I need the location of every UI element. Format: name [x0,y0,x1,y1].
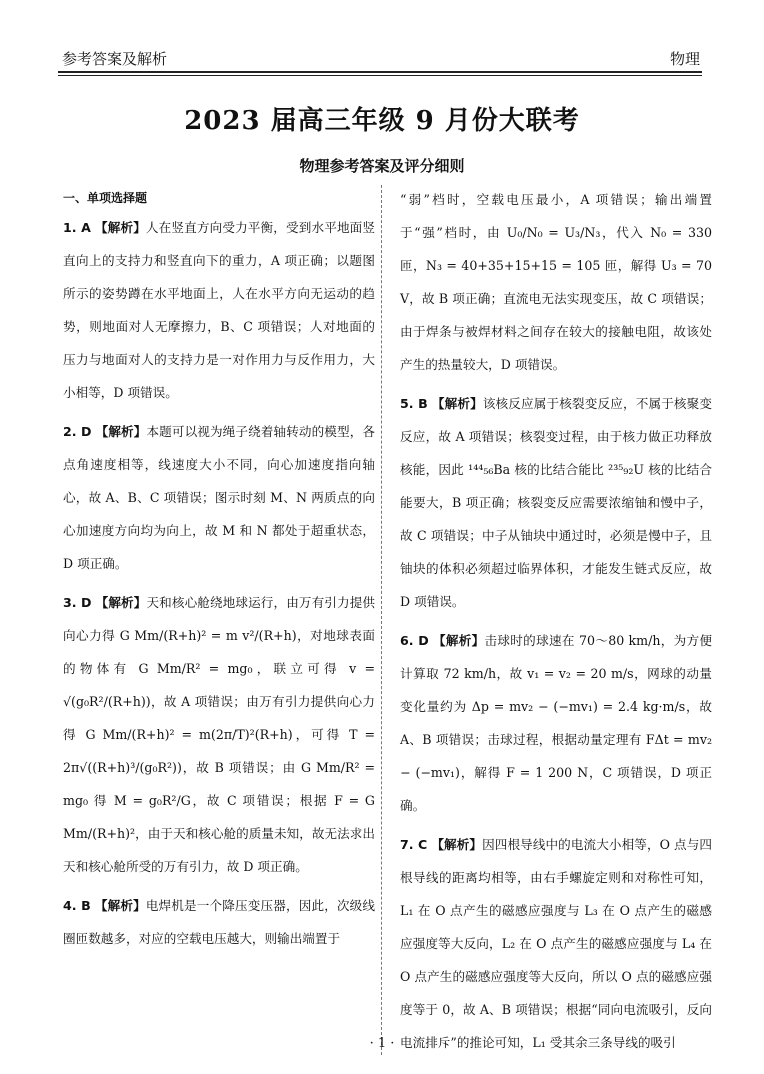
section-heading: 一、单项选择题 [63,191,148,205]
header-right: 物理 [669,50,700,68]
header-rule-thin [58,75,702,76]
item-number: 7. C [400,837,428,852]
item-tag: 【解析】 [432,633,485,648]
item-number: 1. A [63,220,91,235]
answer-item [63,415,375,580]
item-text: 击球时的球速在 70～80 km/h，为方便计算取 72 km/h，故 v₁ = v₂ = 20 m/s，网球的动量变化量约为 Δp = mv₂ − (−mv₁) = 2.4 kg·m/s，故 A、B 项错误；击球过程，根据动量定理有 FΔt = mv₂ − (−mv₁)，解得 F = 1 200 N，C 项错误，D 项正确。 [400,633,713,813]
item-number: 3. D [63,595,92,610]
header-left: 参考答案及解析 [62,50,168,68]
page-number: · 1 · [369,1036,395,1051]
answer-item [400,828,712,1059]
item-tag: 【解析】 [95,595,147,610]
item-number: 6. D [400,633,429,648]
header-rule [58,71,702,73]
answer-item [63,889,375,955]
right-column [400,183,712,1065]
item-text: 电焊机是一个降压变压器，因此，次级线圈匝数越多，对应的空载电压越大，则输出端置于 [63,898,376,946]
column-divider [381,185,382,1055]
item-tag: 【解析】 [94,898,146,913]
item-number: 2. D [63,424,92,439]
item-text: 因四根导线中的电流大小相等，O 点与四根导线的距离均相等，由右手螺旋定则和对称性可知，L₁ 在 O 点产生的磁感应强度与 L₃ 在 O 点产生的磁感应强度等大反向，L₂ 在 O 点产生的磁感应强度与 L₄ 在 O 点产生的磁感应强度等大反向，所以 O 点的磁感应强度等于 0，故 A、B 项错误；根据“同向电流吸引，反向电流排斥”的推论可知，L₁ 受其余三条导线的吸引 [400,837,712,1050]
page-title: 2023 届高三年级 9 月份大联考 [184,106,580,136]
item-tag: 【解析】 [431,396,483,411]
answer-item [400,624,712,822]
answer-item [400,387,712,618]
item-number: 4. B [63,898,91,913]
item-number: 5. B [400,396,428,411]
left-column [63,187,375,961]
item-tag: 【解析】 [94,220,146,235]
item-tag: 【解析】 [95,424,147,439]
item-text: “弱”档时，空载电压最小，A 项错误；输出端置于“强”档时，由 U₀/N₀ = U₃/N₃，代入 N₀ = 330 匝，N₃ = 40+35+15+15 = 105 匝，解得 U₃ = 70 V，故 B 项正确；直流电无法实现变压，故 C 项错误；由于焊条与被焊材料之间存在较大的接触电阻，故该处产生的热量较大，D 项错误。 [400,192,712,372]
item-text: 天和核心舱绕地球运行，由万有引力提供向心力得 G Mm/(R+h)² = m v²/(R+h)，对地球表面的物体有 G Mm/R² = mg₀，联立可得 v = √(g₀R²/(R+h))，故 A 项错误；由万有引力提供向心力得 G Mm/(R+h)² = m(2π/T)²(R+h)，可得 T = 2π√((R+h)³/(g₀R²))，故 B 项错误；由 G Mm/R² = mg₀ 得 M = g₀R²/G，故 C 项错误；根据 F = G Mm/(R+h)²，由于天和核心舱的质量未知，故无法求出天和核心舱所受的万有引力，故 D 项正确。 [63,595,376,874]
answer-item [63,211,375,409]
item-tag: 【解析】 [431,837,483,852]
item-text: 该核反应属于核裂变反应，不属于核聚变反应，故 A 项错误；核裂变过程，由于核力做正功释放核能，因此 ¹⁴⁴₅₆Ba 核的比结合能比 ²³⁵₉₂U 核的比结合能要大，B 项正确；核裂变反应需要浓缩铀和慢中子，故 C 项错误；中子从铀块中通过时，必须是慢中子，且铀块的体积必须超过临界体积，才能发生链式反应，故 D 项错误。 [400,396,713,609]
item-text: 本题可以视为绳子绕着轴转动的模型，各点角速度相等，线速度大小不同，向心加速度指向轴心，故 A、B、C 项错误；图示时刻 M、N 两质点的向心加速度方向均为向上，故 M 和 N 都处于超重状态，D 项正确。 [63,424,376,571]
page-subtitle: 物理参考答案及评分细则 [299,157,465,175]
answer-item [400,183,712,381]
answer-item [63,586,375,883]
item-text: 人在竖直方向受力平衡，受到水平地面竖直向上的支持力和竖直向下的重力，A 项正确；以题图所示的姿势蹲在水平地面上，人在水平方向无运动的趋势，则地面对人无摩擦力，B、C 项错误；人对地面的压力与地面对人的支持力是一对作用力与反作用力，大小相等，D 项错误。 [63,220,375,400]
